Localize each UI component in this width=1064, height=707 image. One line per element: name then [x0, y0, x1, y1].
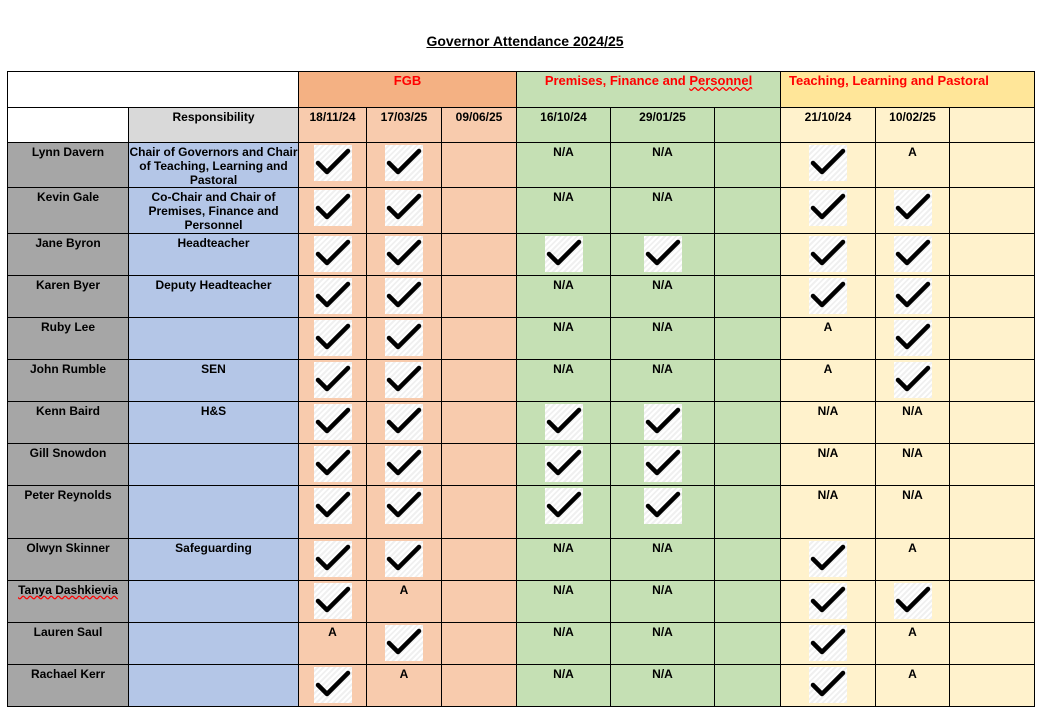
- attendance-mark: N/A: [817, 446, 839, 460]
- governor-name: Ruby Lee: [8, 318, 129, 360]
- checkmark-icon: [314, 446, 352, 482]
- attendance-cell-na: [517, 665, 611, 707]
- attendance-cell-empty: [442, 539, 517, 581]
- attendance-cell-attended: [876, 318, 950, 360]
- checkmark-icon: [809, 541, 847, 577]
- attendance-mark: N/A: [652, 278, 673, 292]
- attendance-cell-na: [517, 539, 611, 581]
- attendance-cell-apologies: [781, 360, 876, 402]
- responsibility-header: Responsibility: [129, 108, 299, 143]
- attendance-cell-attended: [876, 360, 950, 402]
- attendance-cell-empty: [950, 188, 1035, 234]
- attendance-cell-na: [611, 623, 715, 665]
- checkmark-icon: [894, 190, 932, 226]
- date-header: 18/11/24: [299, 108, 367, 143]
- attendance-cell-apologies: [876, 623, 950, 665]
- attendance-cell-attended: [367, 486, 442, 539]
- checkmark-icon: [545, 488, 583, 524]
- checkmark-icon: [314, 190, 352, 226]
- group-header-row: [8, 72, 1035, 108]
- checkmark-icon: [809, 278, 847, 314]
- checkmark-icon: [545, 446, 583, 482]
- attendance-mark: N/A: [553, 541, 574, 555]
- date-header: [715, 108, 781, 143]
- governor-name: Tanya Dashkievia: [8, 581, 129, 623]
- governor-row: [8, 665, 1035, 707]
- checkmark-icon: [314, 278, 352, 314]
- attendance-cell-attended: [876, 581, 950, 623]
- date-header: 10/02/25: [876, 108, 950, 143]
- attendance-cell-attended: [367, 402, 442, 444]
- attendance-cell-na: [611, 143, 715, 188]
- checkmark-icon: [644, 236, 682, 272]
- attendance-cell-apologies: [367, 665, 442, 707]
- attendance-cell-na: [781, 402, 876, 444]
- attendance-cell-na: [517, 276, 611, 318]
- attendance-cell-attended: [517, 234, 611, 276]
- checkmark-icon: [385, 541, 423, 577]
- attendance-cell-attended: [299, 276, 367, 318]
- attendance-mark: A: [908, 145, 917, 159]
- governor-row: [8, 581, 1035, 623]
- governor-name: Jane Byron: [8, 234, 129, 276]
- checkmark-icon: [385, 145, 423, 181]
- governor-name: Rachael Kerr: [8, 665, 129, 707]
- attendance-cell-empty: [950, 665, 1035, 707]
- attendance-cell-empty: [715, 402, 781, 444]
- checkmark-icon: [809, 236, 847, 272]
- attendance-cell-attended: [367, 188, 442, 234]
- attendance-cell-empty: [442, 665, 517, 707]
- attendance-cell-na: [876, 402, 950, 444]
- attendance-cell-empty: [442, 623, 517, 665]
- group-header-fgb: [299, 72, 517, 108]
- attendance-cell-na: [517, 143, 611, 188]
- attendance-cell-attended: [299, 402, 367, 444]
- checkmark-icon: [314, 583, 352, 619]
- attendance-cell-apologies: [876, 539, 950, 581]
- checkmark-icon: [385, 488, 423, 524]
- attendance-cell-empty: [950, 486, 1035, 539]
- attendance-mark: N/A: [652, 145, 673, 159]
- attendance-mark: N/A: [652, 541, 673, 555]
- date-header: 17/03/25: [367, 108, 442, 143]
- attendance-cell-na: [781, 444, 876, 486]
- checkmark-icon: [894, 362, 932, 398]
- attendance-cell-attended: [611, 234, 715, 276]
- attendance-cell-attended: [876, 188, 950, 234]
- governor-responsibility: SEN: [129, 360, 299, 402]
- checkmark-icon: [314, 236, 352, 272]
- attendance-cell-attended: [299, 188, 367, 234]
- attendance-mark: N/A: [652, 625, 673, 639]
- governor-row: [8, 360, 1035, 402]
- attendance-cell-apologies: [876, 665, 950, 707]
- governor-row: [8, 234, 1035, 276]
- attendance-cell-empty: [442, 444, 517, 486]
- attendance-cell-empty: [950, 581, 1035, 623]
- checkmark-icon: [314, 488, 352, 524]
- checkmark-icon: [894, 320, 932, 356]
- governor-name: Karen Byer: [8, 276, 129, 318]
- governor-responsibility: [129, 581, 299, 623]
- attendance-cell-attended: [299, 581, 367, 623]
- attendance-cell-na: [611, 665, 715, 707]
- attendance-cell-empty: [715, 318, 781, 360]
- attendance-cell-na: [611, 188, 715, 234]
- attendance-cell-apologies: [876, 143, 950, 188]
- governor-responsibility: Chair of Governors and Chair of Teaching, Learning and Pastoral: [129, 143, 299, 188]
- attendance-cell-attended: [299, 444, 367, 486]
- attendance-cell-na: [611, 318, 715, 360]
- attendance-cell-empty: [442, 581, 517, 623]
- attendance-cell-empty: [950, 276, 1035, 318]
- attendance-body: [8, 143, 1035, 707]
- attendance-mark: N/A: [817, 404, 839, 418]
- attendance-cell-attended: [517, 444, 611, 486]
- attendance-cell-na: [611, 539, 715, 581]
- attendance-cell-attended: [876, 276, 950, 318]
- attendance-cell-na: [517, 188, 611, 234]
- attendance-cell-attended: [367, 143, 442, 188]
- checkmark-icon: [809, 625, 847, 661]
- date-header: 21/10/24: [781, 108, 876, 143]
- attendance-cell-empty: [715, 276, 781, 318]
- attendance-cell-attended: [781, 276, 876, 318]
- attendance-cell-na: [611, 276, 715, 318]
- governor-row: [8, 444, 1035, 486]
- governor-name: Gill Snowdon: [8, 444, 129, 486]
- attendance-cell-empty: [950, 234, 1035, 276]
- governor-responsibility: Deputy Headteacher: [129, 276, 299, 318]
- attendance-cell-empty: [950, 402, 1035, 444]
- attendance-cell-attended: [299, 234, 367, 276]
- attendance-cell-empty: [715, 360, 781, 402]
- attendance-cell-na: [611, 360, 715, 402]
- date-header: 29/01/25: [611, 108, 715, 143]
- attendance-mark: N/A: [553, 667, 574, 681]
- checkmark-icon: [644, 446, 682, 482]
- attendance-cell-empty: [442, 188, 517, 234]
- attendance-cell-attended: [299, 143, 367, 188]
- attendance-mark: N/A: [553, 320, 574, 334]
- checkmark-icon: [385, 446, 423, 482]
- attendance-cell-attended: [781, 623, 876, 665]
- governor-name: Lynn Davern: [8, 143, 129, 188]
- attendance-cell-empty: [715, 581, 781, 623]
- checkmark-icon: [894, 583, 932, 619]
- attendance-mark: N/A: [652, 190, 673, 204]
- attendance-mark: A: [908, 541, 917, 555]
- attendance-cell-empty: [442, 234, 517, 276]
- blank-corner-cell: [8, 72, 299, 108]
- attendance-cell-attended: [367, 539, 442, 581]
- checkmark-icon: [314, 541, 352, 577]
- date-header: 16/10/24: [517, 108, 611, 143]
- attendance-cell-attended: [299, 360, 367, 402]
- attendance-cell-empty: [715, 665, 781, 707]
- attendance-cell-attended: [781, 581, 876, 623]
- attendance-cell-empty: [715, 188, 781, 234]
- attendance-cell-attended: [781, 143, 876, 188]
- attendance-cell-attended: [367, 623, 442, 665]
- checkmark-icon: [314, 145, 352, 181]
- attendance-cell-attended: [517, 402, 611, 444]
- attendance-mark: N/A: [553, 625, 574, 639]
- attendance-cell-attended: [367, 444, 442, 486]
- attendance-cell-attended: [367, 360, 442, 402]
- attendance-cell-attended: [517, 486, 611, 539]
- attendance-cell-empty: [950, 143, 1035, 188]
- attendance-cell-empty: [442, 486, 517, 539]
- attendance-cell-na: [517, 581, 611, 623]
- attendance-cell-empty: [442, 402, 517, 444]
- checkmark-icon: [314, 362, 352, 398]
- governor-name: Kevin Gale: [8, 188, 129, 234]
- date-header-row: [8, 108, 1035, 143]
- checkmark-icon: [314, 320, 352, 356]
- governor-responsibility: [129, 444, 299, 486]
- checkmark-icon: [809, 583, 847, 619]
- attendance-cell-na: [876, 444, 950, 486]
- attendance-cell-apologies: [781, 318, 876, 360]
- attendance-cell-attended: [299, 539, 367, 581]
- checkmark-icon: [894, 236, 932, 272]
- attendance-cell-empty: [442, 318, 517, 360]
- attendance-mark: A: [328, 625, 337, 639]
- attendance-cell-attended: [367, 234, 442, 276]
- attendance-mark: N/A: [553, 190, 574, 204]
- checkmark-icon: [545, 404, 583, 440]
- attendance-cell-na: [517, 360, 611, 402]
- attendance-cell-empty: [950, 360, 1035, 402]
- attendance-cell-na: [611, 581, 715, 623]
- attendance-cell-empty: [715, 539, 781, 581]
- attendance-mark: A: [908, 667, 917, 681]
- attendance-cell-attended: [299, 486, 367, 539]
- governor-name: Peter Reynolds: [8, 486, 129, 539]
- attendance-cell-empty: [442, 276, 517, 318]
- governor-row: [8, 402, 1035, 444]
- attendance-cell-empty: [950, 539, 1035, 581]
- governor-row: [8, 188, 1035, 234]
- attendance-cell-attended: [781, 188, 876, 234]
- attendance-cell-empty: [442, 360, 517, 402]
- attendance-cell-attended: [876, 234, 950, 276]
- checkmark-icon: [385, 236, 423, 272]
- attendance-cell-attended: [299, 318, 367, 360]
- attendance-mark: N/A: [553, 583, 574, 597]
- checkmark-icon: [809, 190, 847, 226]
- checkmark-icon: [644, 488, 682, 524]
- attendance-mark: N/A: [652, 583, 673, 597]
- governor-name: Kenn Baird: [8, 402, 129, 444]
- date-header: [950, 108, 1035, 143]
- attendance-cell-apologies: [367, 581, 442, 623]
- governor-responsibility: [129, 665, 299, 707]
- governor-responsibility: [129, 318, 299, 360]
- attendance-cell-empty: [950, 623, 1035, 665]
- group-header-premises: [517, 72, 781, 108]
- group-header-teaching: [781, 72, 1035, 108]
- governor-row: [8, 486, 1035, 539]
- group-label-premises: Premises, Finance and Personnel: [544, 73, 753, 88]
- checkmark-icon: [545, 236, 583, 272]
- attendance-cell-empty: [442, 143, 517, 188]
- checkmark-icon: [314, 404, 352, 440]
- checkmark-icon: [809, 145, 847, 181]
- attendance-cell-empty: [715, 234, 781, 276]
- governor-responsibility: [129, 486, 299, 539]
- attendance-cell-empty: [715, 623, 781, 665]
- governor-name: Lauren Saul: [8, 623, 129, 665]
- page-title: Governor Attendance 2024/25: [426, 33, 624, 49]
- attendance-cell-attended: [781, 539, 876, 581]
- attendance-cell-attended: [299, 665, 367, 707]
- attendance-cell-na: [876, 486, 950, 539]
- governor-row: [8, 539, 1035, 581]
- governor-row: [8, 143, 1035, 188]
- group-label-teaching: Teaching, Learning and Pastoral: [789, 73, 989, 88]
- attendance-cell-attended: [781, 665, 876, 707]
- attendance-mark: N/A: [553, 362, 574, 376]
- attendance-mark: N/A: [902, 488, 923, 502]
- attendance-cell-na: [781, 486, 876, 539]
- checkmark-icon: [385, 625, 423, 661]
- date-header: 09/06/25: [442, 108, 517, 143]
- checkmark-icon: [385, 362, 423, 398]
- attendance-mark: A: [908, 625, 917, 639]
- attendance-mark: A: [823, 362, 833, 376]
- governor-responsibility: [129, 623, 299, 665]
- attendance-cell-attended: [611, 402, 715, 444]
- blank-name-header: [8, 108, 129, 143]
- attendance-cell-empty: [950, 318, 1035, 360]
- attendance-cell-empty: [715, 143, 781, 188]
- checkmark-icon: [385, 320, 423, 356]
- attendance-mark: A: [823, 320, 833, 334]
- checkmark-icon: [385, 404, 423, 440]
- attendance-cell-attended: [781, 234, 876, 276]
- checkmark-icon: [644, 404, 682, 440]
- governor-responsibility: Co-Chair and Chair of Premises, Finance and Personnel: [129, 188, 299, 234]
- attendance-mark: N/A: [553, 145, 574, 159]
- governor-responsibility: H&S: [129, 402, 299, 444]
- governor-name: John Rumble: [8, 360, 129, 402]
- attendance-mark: N/A: [902, 446, 923, 460]
- attendance-cell-empty: [715, 486, 781, 539]
- checkmark-icon: [894, 278, 932, 314]
- attendance-mark: N/A: [817, 488, 839, 502]
- attendance-mark: N/A: [652, 362, 673, 376]
- governor-responsibility: Headteacher: [129, 234, 299, 276]
- governor-responsibility: Safeguarding: [129, 539, 299, 581]
- attendance-cell-na: [517, 318, 611, 360]
- attendance-mark: A: [399, 667, 409, 681]
- attendance-cell-apologies: [299, 623, 367, 665]
- attendance-cell-empty: [950, 444, 1035, 486]
- attendance-mark: A: [399, 583, 409, 597]
- attendance-cell-attended: [367, 318, 442, 360]
- governor-name: Olwyn Skinner: [8, 539, 129, 581]
- group-label-fgb: FGB: [393, 73, 422, 88]
- governor-row: [8, 276, 1035, 318]
- attendance-cell-attended: [611, 486, 715, 539]
- attendance-table: [7, 71, 1035, 707]
- attendance-mark: N/A: [902, 404, 923, 418]
- governor-row: [8, 318, 1035, 360]
- attendance-mark: N/A: [553, 278, 574, 292]
- attendance-cell-attended: [367, 276, 442, 318]
- attendance-cell-attended: [611, 444, 715, 486]
- attendance-mark: N/A: [652, 667, 673, 681]
- attendance-mark: N/A: [652, 320, 673, 334]
- checkmark-icon: [385, 190, 423, 226]
- governor-row: [8, 623, 1035, 665]
- attendance-cell-empty: [715, 444, 781, 486]
- attendance-cell-na: [517, 623, 611, 665]
- checkmark-icon: [385, 278, 423, 314]
